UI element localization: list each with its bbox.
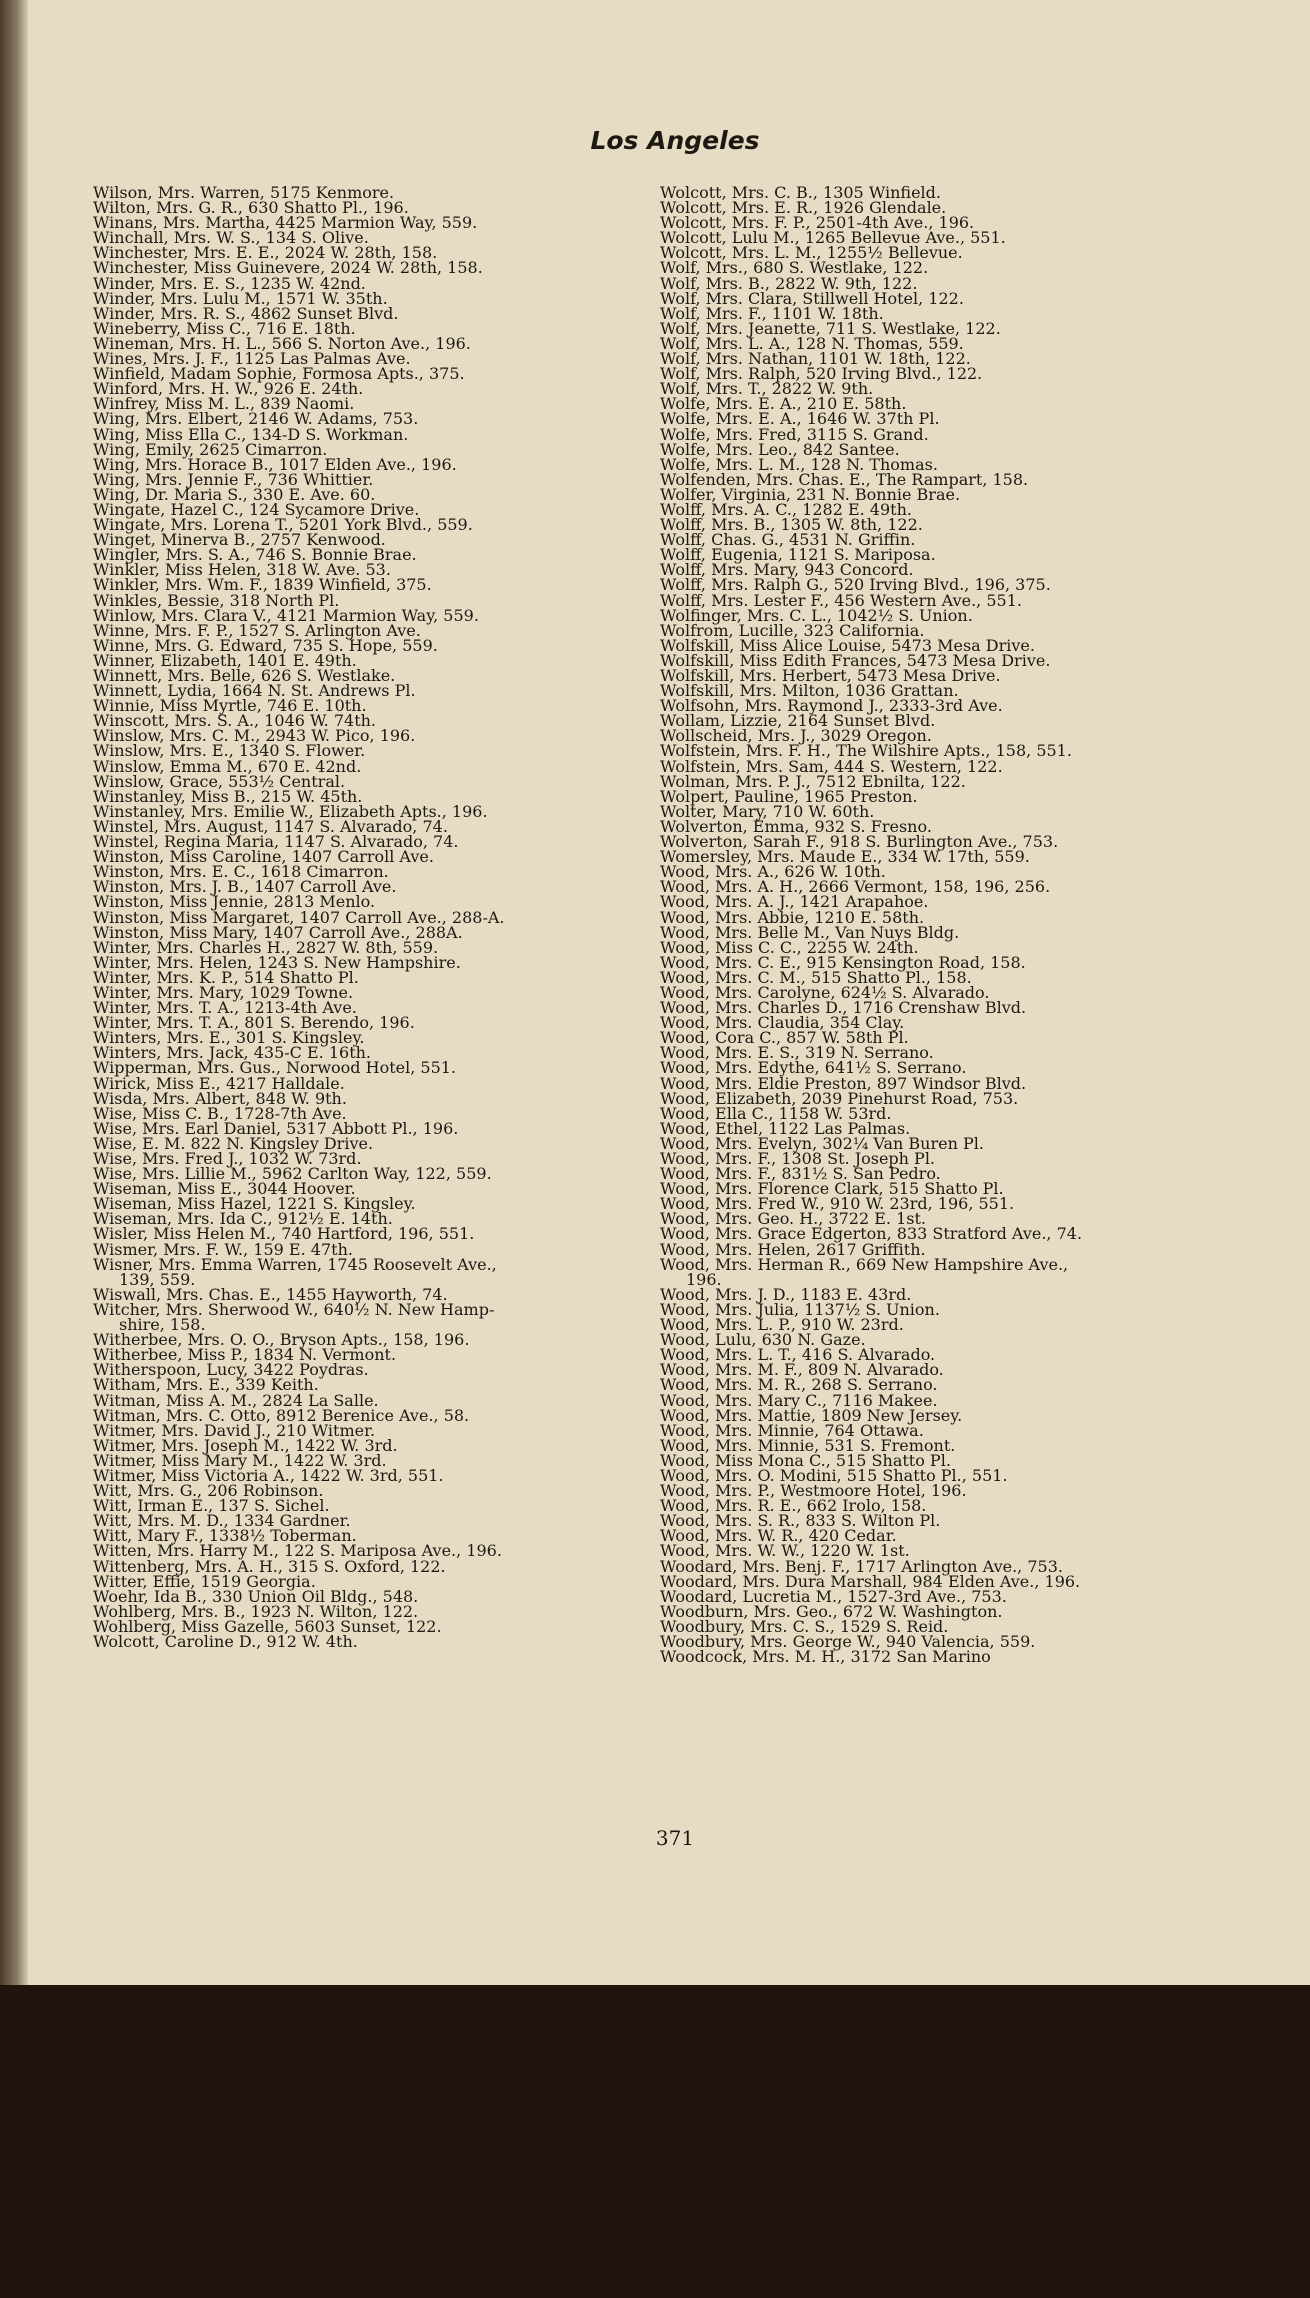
directory-entry: Wood, Ethel, 1122 Las Palmas. [660,1118,911,1138]
directory-entry: Wood, Mrs. E. S., 319 N. Serrano. [660,1043,934,1063]
directory-entry: Wolff, Mrs. Ralph G., 520 Irving Blvd., 196, 375. [660,575,1051,595]
directory-entry: Winston, Mrs. E. C., 1618 Cimarron. [93,862,389,882]
directory-entry: 139, 559. [119,1269,196,1289]
directory-entry: Wood, Mrs. A. J., 1421 Arapahoe. [660,892,929,912]
directory-entry: Winter, Mrs. Charles H., 2827 W. 8th, 559. [93,937,439,957]
directory-entry: Wiseman, Miss Hazel, 1221 S. Kingsley. [93,1194,416,1214]
directory-entry: Wood, Mrs. Helen, 2617 Griffith. [660,1239,926,1259]
directory-entry: Wolfe, Mrs. L. M., 128 N. Thomas. [660,454,938,474]
directory-entry: Wood, Mrs. Minnie, 764 Ottawa. [660,1420,924,1440]
directory-entry: Wood, Mrs. O. Modini, 515 Shatto Pl., 551. [660,1465,1008,1485]
directory-entry: Wood, Mrs. C. M., 515 Shatto Pl., 158. [660,967,972,987]
directory-entry: Winget, Minerva B., 2757 Kenwood. [93,530,386,550]
directory-entry: Wood, Mrs. Carolyne, 624½ S. Alvarado. [660,982,990,1002]
directory-entry: Wing, Dr. Maria S., 330 E. Ave. 60. [93,484,376,504]
directory-entry: Wolff, Mrs. A. C., 1282 E. 49th. [660,499,912,519]
directory-entry: Wolfskill, Miss Edith Frances, 5473 Mesa Drive. [660,650,1051,670]
directory-entry: Winne, Mrs. F. P., 1527 S. Arlington Ave. [93,620,421,640]
directory-entry: Witmer, Mrs. Joseph M., 1422 W. 3rd. [93,1435,398,1455]
directory-entry: Wisler, Miss Helen M., 740 Hartford, 196, 551. [93,1224,475,1244]
directory-entry: Witman, Mrs. C. Otto, 8912 Berenice Ave., 58. [93,1405,470,1425]
directory-entry: Wolf, Mrs. Ralph, 520 Irving Blvd., 122. [660,364,983,384]
directory-entry: Winters, Mrs. E., 301 S. Kingsley. [93,1028,365,1048]
directory-entry: Wood, Mrs. S. R., 833 S. Wilton Pl. [660,1511,941,1531]
directory-entry: Winter, Mrs. T. A., 1213-4th Ave. [93,998,357,1018]
directory-entry: Wood, Mrs. A., 626 W. 10th. [660,862,886,882]
directory-entry: Wingler, Mrs. S. A., 746 S. Bonnie Brae. [93,545,417,565]
directory-entry: Wisda, Mrs. Albert, 848 W. 9th. [93,1088,347,1108]
directory-entry: Wolman, Mrs. P. J., 7512 Ebnilta, 122. [660,771,966,791]
directory-entry: Wolcott, Lulu M., 1265 Bellevue Ave., 551. [660,228,1006,248]
directory-entry: Woodard, Lucretia M., 1527-3rd Ave., 753. [660,1586,1007,1606]
directory-entry: Wood, Mrs. Claudia, 354 Clay. [660,1013,905,1033]
directory-entry: Winnett, Lydia, 1664 N. St. Andrews Pl. [93,681,416,701]
directory-entry: Winter, Mrs. T. A., 801 S. Berendo, 196. [93,1013,415,1033]
directory-entry: Witter, Effie, 1519 Georgia. [93,1571,316,1591]
directory-entry: Winkler, Mrs. Wm. F., 1839 Winfield, 375. [93,575,432,595]
directory-entry: Woodbury, Mrs. C. S., 1529 S. Reid. [660,1616,949,1636]
directory-entry: Wise, Mrs. Fred J., 1032 W. 73rd. [93,1149,362,1168]
directory-entry: Wood, Mrs. Belle M., Van Nuys Bldg. [660,922,960,942]
directory-entry: Wolverton, Emma, 932 S. Fresno. [660,816,932,836]
directory-entry: Wood, Miss Mona C., 515 Shatto Pl. [660,1450,951,1470]
directory-entry: Winans, Mrs. Martha, 4425 Marmion Way, 559. [93,213,478,233]
directory-entry: Wood, Mrs. Florence Clark, 515 Shatto Pl. [660,1179,1004,1199]
directory-entry: Wood, Mrs. L. P., 910 W. 23rd. [660,1315,904,1335]
directory-entry: Wolcott, Mrs. L. M., 1255½ Bellevue. [660,243,963,263]
directory-entry: Wood, Mrs. L. T., 416 S. Alvarado. [660,1345,936,1365]
directory-entry: Wilson, Mrs. Warren, 5175 Kenmore. [93,183,395,202]
directory-entry: Wolff, Mrs. Lester F., 456 Western Ave., 551. [660,590,1022,610]
directory-entry: Winscott, Mrs. S. A., 1046 W. 74th. [93,711,377,731]
directory-entry: Winchall, Mrs. W. S., 134 S. Olive. [93,228,369,248]
directory-entry: Wolfinger, Mrs. C. L., 1042½ S. Union. [660,605,973,625]
directory-entry: Wolcott, Caroline D., 912 W. 4th. [93,1632,358,1651]
directory-entry: Witmer, Miss Victoria A., 1422 W. 3rd, 551. [93,1465,444,1485]
directory-entry: Wise, Miss C. B., 1728-7th Ave. [93,1103,347,1123]
directory-entry: Wood, Mrs. Abbie, 1210 E. 58th. [660,907,925,927]
right-column [660,183,1220,1667]
directory-entry: Wood, Mrs. Evelyn, 302¼ Van Buren Pl. [660,1133,984,1153]
directory-entry: Winter, Mrs. K. P., 514 Shatto Pl. [93,967,359,987]
directory-entry: Wolff, Eugenia, 1121 S. Mariposa. [660,545,936,565]
directory-entry: Wood, Mrs. Fred W., 910 W. 23rd, 196, 551. [660,1194,1015,1214]
directory-entry: Wiswall, Mrs. Chas. E., 1455 Hayworth, 74. [93,1284,448,1304]
directory-entry: Wolfenden, Mrs. Chas. E., The Rampart, 158. [660,469,1029,489]
directory-entry: Woehr, Ida B., 330 Union Oil Bldg., 548. [93,1586,419,1606]
directory-entry: Woodcock, Mrs. M. H., 3172 San Marino [660,1647,991,1667]
directory-entry: Wolfe, Mrs. Fred, 3115 S. Grand. [660,424,929,444]
directory-entry: Wing, Mrs. Elbert, 2146 W. Adams, 753. [93,409,419,429]
directory-entry: Winslow, Grace, 553½ Central. [93,771,346,791]
directory-entry: Winkles, Bessie, 318 North Pl. [93,590,340,610]
directory-entry: Wood, Mrs. Edythe, 641½ S. Serrano. [660,1058,967,1078]
directory-entry: Wolf, Mrs., 680 S. Westlake, 122. [660,258,929,278]
directory-entry: Wohlberg, Miss Gazelle, 5603 Sunset, 122. [93,1616,442,1636]
left-column [93,185,653,1649]
directory-entry: Wood, Mrs. A. H., 2666 Vermont, 158, 196, 256. [660,877,1051,897]
directory-entry: Wipperman, Mrs. Gus., Norwood Hotel, 551. [93,1058,457,1078]
directory-entry: Wolfsohn, Mrs. Raymond J., 2333-3rd Ave. [660,696,1003,716]
directory-entry: Wingate, Mrs. Lorena T., 5201 York Blvd., 559. [93,515,473,535]
directory-entry: Wood, Miss C. C., 2255 W. 24th. [660,937,919,957]
directory-entry: Wood, Lulu, 630 N. Gaze. [660,1330,866,1350]
directory-entry: Wood, Mrs. Julia, 1137½ S. Union. [660,1299,940,1319]
directory-entry: Winkler, Miss Helen, 318 W. Ave. 53. [93,560,391,580]
page-number: 371 [655,1826,695,1850]
directory-entry: Witmer, Mrs. David J., 210 Witmer. [93,1420,376,1440]
directory-entry: Wolcott, Mrs. F. P., 2501-4th Ave., 196. [660,213,975,233]
directory-entry: Wolfer, Virginia, 231 N. Bonnie Brae. [660,484,961,504]
directory-entry: Winter, Mrs. Helen, 1243 S. New Hampshire. [93,952,461,972]
directory-entry: Woodard, Mrs. Dura Marshall, 984 Elden Ave., 196. [660,1571,1081,1591]
directory-entry: Winstanley, Miss B., 215 W. 45th. [93,786,363,806]
directory-entry: Witham, Mrs. E., 339 Keith. [93,1375,319,1395]
directory-entry: Witt, Mary F., 1338½ Toberman. [93,1526,357,1546]
directory-entry: Wolf, Mrs. B., 2822 W. 9th, 122. [660,273,918,293]
directory-entry: Wingate, Hazel C., 124 Sycamore Drive. [93,499,420,519]
directory-entry: Wolfskill, Mrs. Milton, 1036 Grattan. [660,681,959,701]
directory-entry: Wolfskill, Miss Alice Louise, 5473 Mesa Drive. [660,635,1035,655]
directory-entry: Wolfe, Mrs. E. A., 210 E. 58th. [660,394,907,414]
directory-entry: Wood, Mrs. Geo. H., 3722 E. 1st. [660,1209,926,1229]
directory-entry: Wolpert, Pauline, 1965 Preston. [660,786,918,806]
directory-entry: Wolff, Mrs. Mary, 943 Concord. [660,560,914,580]
directory-entry: Wood, Mrs. M. F., 809 N. Alvarado. [660,1360,944,1380]
directory-entry: Winston, Mrs. J. B., 1407 Carroll Ave. [93,877,397,897]
directory-entry: Wolfstein, Mrs. F. H., The Wilshire Apts., 158, 551. [660,741,1072,761]
directory-entry: Wood, Mrs. J. D., 1183 E. 43rd. [660,1284,912,1304]
directory-entry: Wing, Mrs. Horace B., 1017 Elden Ave., 196. [93,454,457,474]
directory-entry: Witt, Mrs. G., 206 Robinson. [93,1481,324,1501]
directory-entry: Wolcott, Mrs. E. R., 1926 Glendale. [660,198,947,218]
directory-entry: Wolter, Mary, 710 W. 60th. [660,801,875,821]
directory-entry: Woodburn, Mrs. Geo., 672 W. Washington. [660,1601,1003,1621]
directory-entry: Wolf, Mrs. Jeanette, 711 S. Westlake, 122. [660,318,1001,338]
directory-entry: Wineberry, Miss C., 716 E. 18th. [93,318,356,338]
directory-entry: Winder, Mrs. Lulu M., 1571 W. 35th. [93,288,388,308]
directory-entry: Wood, Mrs. M. R., 268 S. Serrano. [660,1375,938,1395]
background-band [0,1985,1310,2298]
directory-entry: Wiseman, Mrs. Ida C., 912½ E. 14th. [93,1209,393,1229]
directory-entry: Witcher, Mrs. Sherwood W., 640½ N. New Hamp- [93,1299,495,1319]
directory-entry: Wolverton, Sarah F., 918 S. Burlington Ave., 753. [660,832,1059,852]
directory-entry: Wood, Mrs. W. W., 1220 W. 1st. [660,1541,910,1561]
directory-entry: Wood, Mrs. R. E., 662 Irolo, 158. [660,1496,927,1516]
directory-entry: Wood, Mrs. Herman R., 669 New Hampshire Ave., [660,1254,1069,1274]
directory-entry: Wood, Mrs. F., 831½ S. San Pedro. [660,1164,941,1184]
directory-entry: Wolfstein, Mrs. Sam, 444 S. Western, 122. [660,756,1003,776]
directory-entry: Winner, Elizabeth, 1401 E. 49th. [93,650,357,670]
directory-entry: Winder, Mrs. R. S., 4862 Sunset Blvd. [93,303,399,323]
directory-entry: Wolff, Mrs. B., 1305 W. 8th, 122. [660,515,923,535]
directory-entry: Winston, Miss Margaret, 1407 Carroll Ave., 288-A. [93,907,505,927]
directory-entry: Wilton, Mrs. G. R., 630 Shatto Pl., 196. [93,198,409,218]
directory-entry: Wolf, Mrs. L. A., 128 N. Thomas, 559. [660,333,964,353]
directory-entry: Wood, Mrs. C. E., 915 Kensington Road, 158. [660,952,1026,972]
directory-entry: Woodbury, Mrs. George W., 940 Valencia, 559. [660,1632,1036,1651]
book-gutter [0,0,28,1985]
directory-entry: Wollam, Lizzie, 2164 Sunset Blvd. [660,711,936,731]
directory-entry: Wood, Mrs. Mary C., 7116 Makee. [660,1390,938,1410]
directory-entry: Wood, Mrs. Charles D., 1716 Crenshaw Blvd. [660,998,1027,1018]
directory-entry: shire, 158. [119,1315,206,1335]
directory-entry: Wing, Mrs. Jennie F., 736 Whittier. [93,469,374,489]
directory-entry: Winfield, Madam Sophie, Formosa Apts., 375. [93,364,465,384]
directory-entry: Wise, Mrs. Lillie M., 5962 Carlton Way, 122, 559. [93,1164,492,1184]
directory-entry: Wood, Cora C., 857 W. 58th Pl. [660,1028,909,1048]
directory-entry: Wittenberg, Mrs. A. H., 315 S. Oxford, 122. [93,1556,446,1576]
directory-entry: Wollscheid, Mrs. J., 3029 Oregon. [660,726,932,746]
directory-entry: Winchester, Mrs. E. E., 2024 W. 28th, 158. [93,243,438,263]
directory-entry: Wolff, Chas. G., 4531 N. Griffin. [660,530,916,550]
directory-entry: Witten, Mrs. Harry M., 122 S. Mariposa Ave., 196. [93,1541,502,1561]
directory-entry: Winslow, Emma M., 670 E. 42nd. [93,756,362,776]
directory-entry: Winston, Miss Caroline, 1407 Carroll Ave. [93,847,434,867]
directory-entry: Witherbee, Mrs. O. O., Bryson Apts., 158, 196. [93,1330,470,1350]
directory-entry: Wohlberg, Mrs. B., 1923 N. Wilton, 122. [93,1601,419,1621]
directory-entry: Witman, Miss A. M., 2824 La Salle. [93,1390,379,1410]
directory-entry: Winnie, Miss Myrtle, 746 E. 10th. [93,696,367,716]
directory-entry: Wood, Mrs. Minnie, 531 S. Fremont. [660,1435,956,1455]
directory-entry: Winnett, Mrs. Belle, 626 S. Westlake. [93,666,396,685]
directory-entry: Winstel, Regina Maria, 1147 S. Alvarado, 74. [93,832,459,852]
directory-entry: Wood, Mrs. Grace Edgerton, 833 Stratford Ave., 74. [660,1224,1083,1244]
directory-entry: Witmer, Miss Mary M., 1422 W. 3rd. [93,1450,387,1470]
directory-entry: Witherspoon, Lucy, 3422 Poydras. [93,1360,369,1380]
directory-entry: Wolfe, Mrs. E. A., 1646 W. 37th Pl. [660,409,940,429]
directory-entry: Wood, Mrs. W. R., 420 Cedar. [660,1526,897,1546]
page-header: Los Angeles [590,126,760,155]
directory-entry: Winder, Mrs. E. S., 1235 W. 42nd. [93,273,366,293]
directory-entry: Winslow, Mrs. C. M., 2943 W. Pico, 196. [93,726,416,746]
directory-entry: Winters, Mrs. Jack, 435-C E. 16th. [93,1043,372,1063]
directory-entry: Witt, Mrs. M. D., 1334 Gardner. [93,1511,351,1531]
directory-entry: Wolcott, Mrs. C. B., 1305 Winfield. [660,183,941,202]
directory-entry: Witherbee, Miss P., 1834 N. Vermont. [93,1345,397,1365]
directory-entry: Wolf, Mrs. Nathan, 1101 W. 18th, 122. [660,349,971,369]
directory-entry: Wolf, Mrs. T., 2822 W. 9th. [660,379,874,399]
directory-entry: Wolf, Mrs. F., 1101 W. 18th. [660,303,884,323]
directory-entry: Wood, Mrs. F., 1308 St. Joseph Pl. [660,1149,936,1168]
directory-entry: Winston, Miss Mary, 1407 Carroll Ave., 288A. [93,922,463,942]
directory-entry: 196. [686,1269,722,1289]
directory-entry: Winford, Mrs. H. W., 926 E. 24th. [93,379,364,399]
directory-entry: Wise, E. M. 822 N. Kingsley Drive. [93,1133,374,1153]
directory-entry: Wing, Miss Ella C., 134-D S. Workman. [93,424,409,444]
directory-entry: Wise, Mrs. Earl Daniel, 5317 Abbott Pl., 196. [93,1118,459,1138]
directory-entry: Wood, Elizabeth, 2039 Pinehurst Road, 753. [660,1088,1019,1108]
directory-entry: Wisner, Mrs. Emma Warren, 1745 Roosevelt Ave., [93,1254,497,1274]
directory-entry: Wood, Ella C., 1158 W. 53rd. [660,1103,892,1123]
directory-entry: Winfrey, Miss M. L., 839 Naomi. [93,394,355,414]
directory-entry: Winston, Miss Jennie, 2813 Menlo. [93,892,376,912]
directory-entry: Winslow, Mrs. E., 1340 S. Flower. [93,741,366,761]
directory-entry: Wood, Mrs. P., Westmoore Hotel, 196. [660,1481,967,1501]
directory-entry: Wiseman, Miss E., 3044 Hoover. [93,1179,356,1199]
directory-entry: Wolfrom, Lucille, 323 California. [660,620,925,640]
directory-entry: Wing, Emily, 2625 Cimarron. [93,439,328,459]
directory-entry: Witt, Irman E., 137 S. Sichel. [93,1496,330,1516]
directory-entry: Wines, Mrs. J. F., 1125 Las Palmas Ave. [93,349,411,369]
directory-entry: Winlow, Mrs. Clara V., 4121 Marmion Way, 559. [93,605,479,625]
directory-entry: Winchester, Miss Guinevere, 2024 W. 28th, 158. [93,258,483,278]
directory-entry: Winter, Mrs. Mary, 1029 Towne. [93,982,354,1002]
directory-entry: Wolfe, Mrs. Leo., 842 Santee. [660,439,900,459]
directory-entry: Wolf, Mrs. Clara, Stillwell Hotel, 122. [660,288,964,308]
directory-entry: Wood, Mrs. Eldie Preston, 897 Windsor Blvd. [660,1073,1027,1093]
directory-entry: Winne, Mrs. G. Edward, 735 S. Hope, 559. [93,635,438,655]
directory-entry: Woodard, Mrs. Benj. F., 1717 Arlington Ave., 753. [660,1556,1063,1576]
directory-entry: Wismer, Mrs. F. W., 159 E. 47th. [93,1239,353,1259]
directory-entry: Wolfskill, Mrs. Herbert, 5473 Mesa Drive. [660,666,1001,685]
directory-entry: Winstel, Mrs. August, 1147 S. Alvarado, 74. [93,816,448,836]
directory-entry: Womersley, Mrs. Maude E., 334 W. 17th, 559. [660,847,1030,867]
directory-entry: Winstanley, Mrs. Emilie W., Elizabeth Apts., 196. [93,801,488,821]
directory-entry: Wirick, Miss E., 4217 Halldale. [93,1073,345,1093]
directory-entry: Wineman, Mrs. H. L., 566 S. Norton Ave., 196. [93,333,471,353]
directory-entry: Wood, Mrs. Mattie, 1809 New Jersey. [660,1405,963,1425]
